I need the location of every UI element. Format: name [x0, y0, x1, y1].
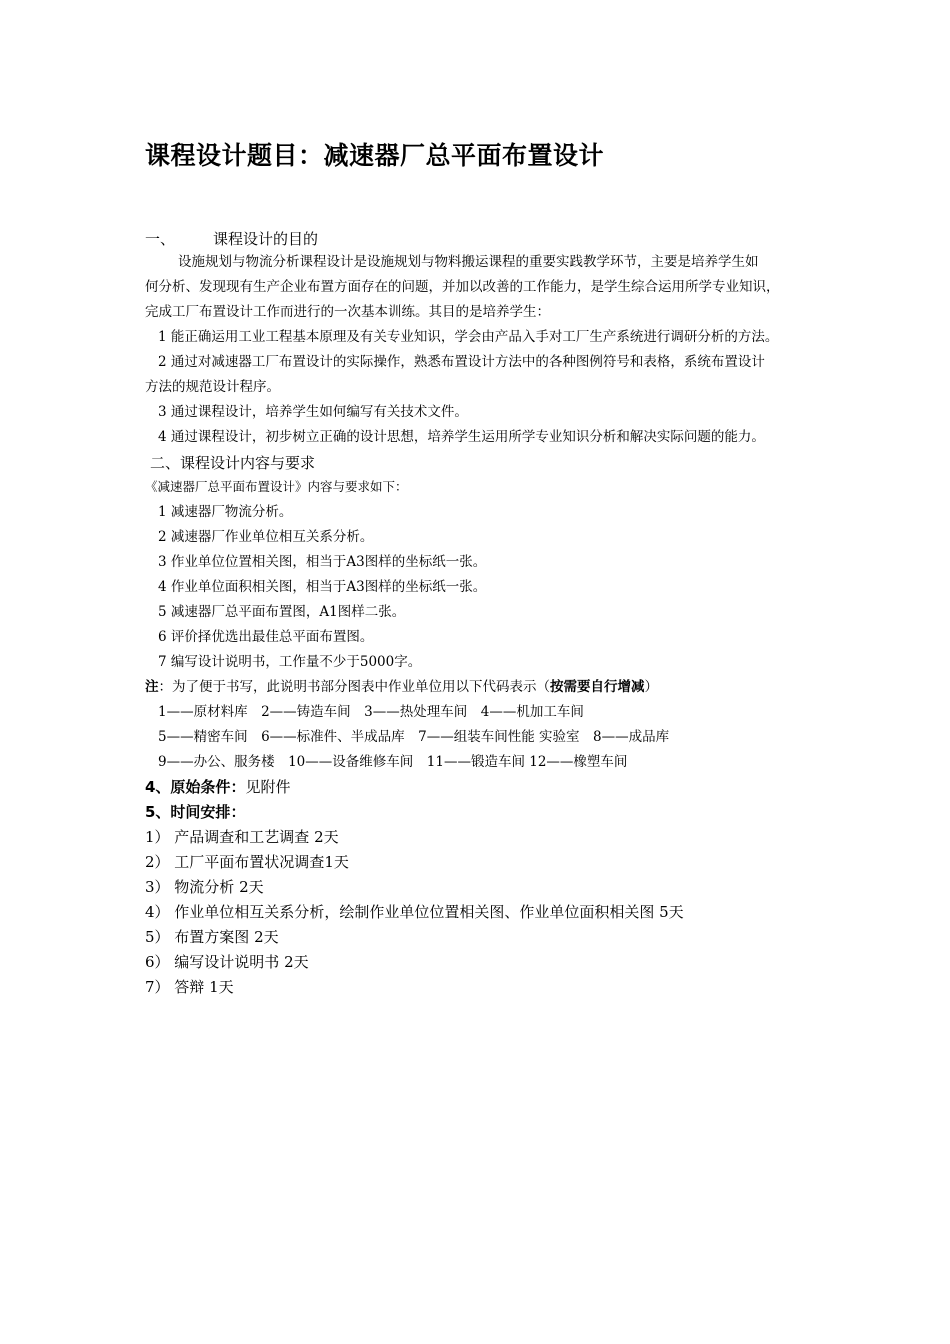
section-1-heading — [145, 228, 318, 249]
schedule-item: 5） 布置方案图 2天 — [145, 928, 279, 946]
section-2-item: 6 评价择优选出最佳总平面布置图。 — [158, 629, 374, 645]
note-code-row: 9——办公、服务楼 10——设备维修车间 11——锻造车间 12——橡塑车间 — [158, 754, 628, 770]
note-code-row: 1——原材料库 2——铸造车间 3——热处理车间 4——机加工车间 — [158, 704, 584, 720]
section-1-item: 1 能正确运用工业工程基本原理及有关专业知识，学会由产品入手对工厂生产系统进行调研分析的方法。 — [158, 329, 779, 345]
schedule-item: 7） 答辩 1天 — [145, 978, 234, 996]
section-2-item: 2 减速器厂作业单位相互关系分析。 — [158, 529, 374, 545]
section-2-intro: 《减速器厂总平面布置设计》内容与要求如下： — [145, 479, 408, 494]
section-5-heading: 5、时间安排： — [145, 803, 246, 821]
section-1-item: 3 通过课程设计，培养学生如何编写有关技术文件。 — [158, 404, 468, 420]
schedule-item: 2） 工厂平面布置状况调查1天 — [145, 853, 349, 871]
section-4-label: 4、原始条件： — [145, 778, 246, 796]
section-2-item: 1 减速器厂物流分析。 — [158, 504, 293, 520]
section-1-item: 方法的规范设计程序。 — [145, 379, 280, 395]
note-line — [145, 678, 658, 696]
note-label: 注 — [145, 679, 159, 695]
section-2-item: 5 减速器厂总平面布置图，A1图样二张。 — [158, 604, 406, 620]
section-1-para-line: 设施规划与物流分析课程设计是设施规划与物料搬运课程的重要实践教学环节，主要是培养学生如 — [178, 254, 759, 270]
section-1-para-line: 完成工厂布置设计工作而进行的一次基本训练。其目的是培养学生： — [145, 304, 550, 320]
section-1-para-line: 何分析、发现现有生产企业布置方面存在的问题，并加以改善的工作能力，是学生综合运用所学专业知识， — [145, 279, 780, 295]
section-1-title: 课程设计的目的 — [213, 230, 319, 248]
section-2-item: 3 作业单位位置相关图，相当于A3图样的坐标纸一张。 — [158, 554, 487, 570]
note-code-row: 5——精密车间 6——标准件、半成品库 7——组装车间性能 实验室 8——成品库 — [158, 729, 670, 745]
note-close: ） — [644, 679, 658, 695]
schedule-item: 4） 作业单位相互关系分析，绘制作业单位位置相关图、作业单位面积相关图 5天 — [145, 903, 684, 921]
section-2-item: 7 编写设计说明书，工作量不少于5000字。 — [158, 654, 422, 670]
section-1-number: 一、 — [145, 230, 176, 248]
section-2-heading: 二、课程设计内容与要求 — [150, 454, 316, 472]
section-1-item: 2 通过对减速器工厂布置设计的实际操作，熟悉布置设计方法中的各种图例符号和表格，系统布置设计 — [158, 354, 765, 370]
note-text: ：为了便于书写，此说明书部分图表中作业单位用以下代码表示（ — [158, 679, 550, 695]
section-2-item: 4 作业单位面积相关图，相当于A3图样的坐标纸一张。 — [158, 579, 487, 595]
schedule-item: 1） 产品调查和工艺调查 2天 — [145, 828, 339, 846]
schedule-item: 6） 编写设计说明书 2天 — [145, 953, 309, 971]
document-title: 课程设计题目：减速器厂总平面布置设计 — [145, 141, 605, 170]
section-1-item: 4 通过课程设计，初步树立正确的设计思想，培养学生运用所学专业知识分析和解决实际问题的能力。 — [158, 429, 765, 445]
note-bold-text: 按需要自行增减 — [550, 679, 645, 695]
schedule-item: 3） 物流分析 2天 — [145, 878, 264, 896]
section-4-value: 见附件 — [245, 778, 291, 796]
section-4 — [145, 776, 290, 797]
